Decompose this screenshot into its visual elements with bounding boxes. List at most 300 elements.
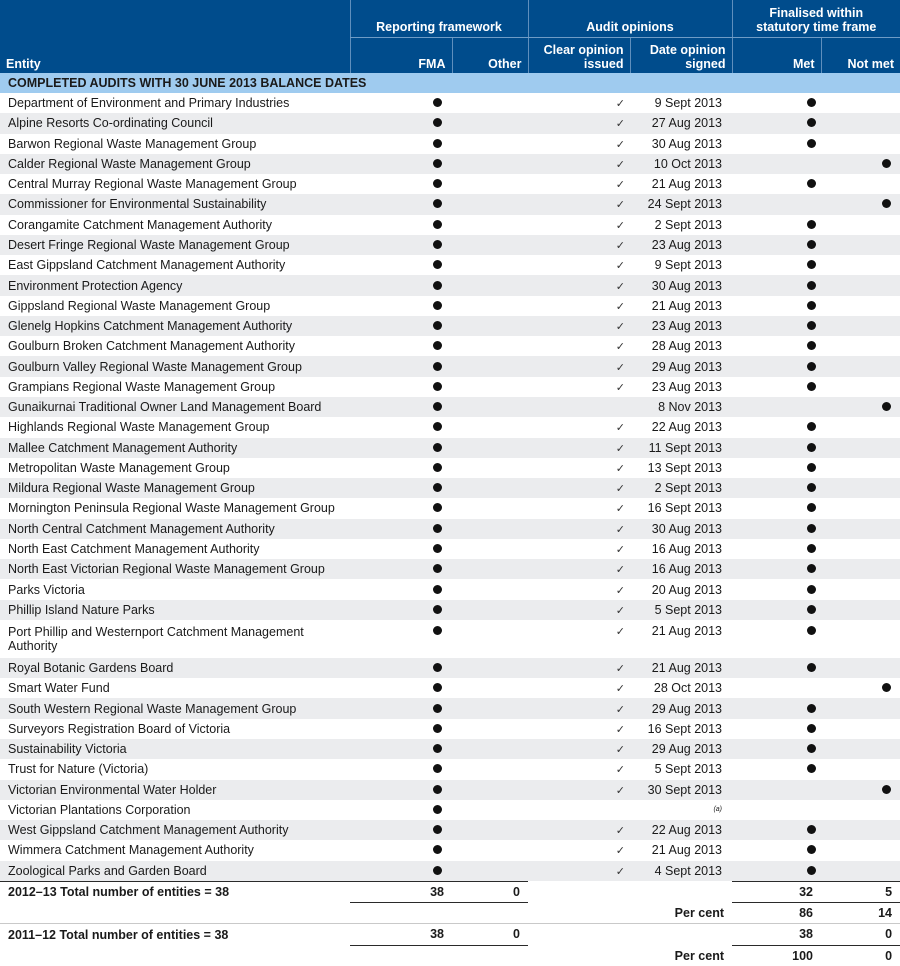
clear-opinion-cell xyxy=(528,113,630,133)
clear-opinion-cell xyxy=(528,438,630,458)
fma-cell xyxy=(350,397,452,417)
other-cell xyxy=(452,377,528,397)
table-row xyxy=(0,397,900,417)
clear-opinion-cell xyxy=(528,478,630,498)
total-2012-blank1 xyxy=(528,924,630,945)
fma-cell xyxy=(350,235,452,255)
other-cell xyxy=(452,235,528,255)
clear-opinion-cell xyxy=(528,458,630,478)
not-met-cell xyxy=(821,478,900,498)
check-icon: ✓ xyxy=(615,523,625,536)
fma-cell xyxy=(350,861,452,882)
fma-cell xyxy=(350,336,452,356)
entity-name: Grampians Regional Waste Management Group xyxy=(8,379,276,394)
entity-name: Port Phillip and Westernport Catchment Management Authority xyxy=(8,624,304,653)
met-cell xyxy=(732,698,821,718)
date-text: 13 Sept 2013 xyxy=(647,460,723,475)
entity-name: Goulburn Broken Catchment Management Authority xyxy=(8,339,295,354)
table-row xyxy=(0,600,900,620)
other-cell xyxy=(452,194,528,214)
date-text: 30 Aug 2013 xyxy=(651,136,723,151)
other-cell xyxy=(452,316,528,336)
date-text: 5 Sept 2013 xyxy=(654,762,723,777)
check-icon: ✓ xyxy=(615,764,625,777)
check-icon: ✓ xyxy=(615,503,625,516)
entity-name: South Western Regional Waste Management Group xyxy=(0,698,350,718)
date-signed xyxy=(630,275,732,295)
other-cell xyxy=(452,458,528,478)
header-blank xyxy=(0,0,350,38)
not-met-cell xyxy=(821,215,900,235)
met-dot-icon xyxy=(807,463,816,472)
met-cell xyxy=(732,840,821,860)
met-dot-icon xyxy=(807,483,816,492)
other-cell xyxy=(452,397,528,417)
met-cell xyxy=(732,658,821,678)
not-met-dot-icon xyxy=(882,402,891,411)
date-signed xyxy=(630,840,732,860)
entity-name: West Gippsland Catchment Management Authority xyxy=(0,820,350,840)
other-cell xyxy=(452,134,528,154)
date-signed xyxy=(630,174,732,194)
met-dot-icon xyxy=(807,240,816,249)
clear-opinion-cell xyxy=(528,579,630,599)
date-text: 11 Sept 2013 xyxy=(648,440,723,455)
col-date-line1: Date opinion xyxy=(649,43,726,57)
check-icon: ✓ xyxy=(615,723,625,736)
table-row xyxy=(0,316,900,336)
table-row xyxy=(0,658,900,678)
met-cell xyxy=(732,620,821,658)
not-met-cell xyxy=(821,498,900,518)
table-row xyxy=(0,861,900,882)
date-text: 16 Sept 2013 xyxy=(647,721,723,736)
fma-dot-icon xyxy=(433,564,442,573)
not-met-cell xyxy=(821,296,900,316)
table-row xyxy=(0,698,900,718)
date-signed xyxy=(630,820,732,840)
met-dot-icon xyxy=(807,845,816,854)
check-icon: ✓ xyxy=(615,118,625,131)
other-cell xyxy=(452,678,528,698)
clear-opinion-cell xyxy=(528,800,630,820)
date-signed xyxy=(630,235,732,255)
met-dot-icon xyxy=(807,626,816,635)
entity-name: Glenelg Hopkins Catchment Management Authority xyxy=(0,316,350,336)
entity-name: Mornington Peninsula Regional Waste Management Group xyxy=(8,501,335,516)
met-cell xyxy=(732,215,821,235)
total-2012-other: 0 xyxy=(513,927,520,942)
met-dot-icon xyxy=(807,281,816,290)
date-text: 23 Aug 2013 xyxy=(651,319,723,334)
clear-opinion-cell xyxy=(528,336,630,356)
table-row xyxy=(0,235,900,255)
pct-2012-met: 100 xyxy=(732,945,821,966)
fma-dot-icon xyxy=(433,301,442,310)
met-cell xyxy=(732,759,821,779)
table-row xyxy=(0,478,900,498)
fma-dot-icon xyxy=(433,220,442,229)
date-signed xyxy=(630,215,732,235)
date-text: 16 Aug 2013 xyxy=(651,562,723,577)
date-text: 28 Aug 2013 xyxy=(651,339,723,354)
met-dot-icon xyxy=(807,443,816,452)
table-row xyxy=(0,154,900,174)
entity-name: Alpine Resorts Co-ordinating Council xyxy=(0,113,350,133)
clear-opinion-cell xyxy=(528,134,630,154)
met-cell xyxy=(732,397,821,417)
met-dot-icon xyxy=(807,724,816,733)
entity-name: Goulburn Valley Regional Waste Management Group xyxy=(0,356,350,376)
date-signed xyxy=(630,93,732,113)
entity-name: Corangamite Catchment Management Authority xyxy=(8,217,273,232)
other-cell xyxy=(452,600,528,620)
table-row xyxy=(0,194,900,214)
not-met-cell xyxy=(821,356,900,376)
check-icon: ✓ xyxy=(615,543,625,556)
clear-opinion-cell xyxy=(528,519,630,539)
met-cell xyxy=(732,579,821,599)
other-cell xyxy=(452,215,528,235)
table-row xyxy=(0,377,900,397)
fma-cell xyxy=(350,559,452,579)
clear-opinion-cell xyxy=(528,759,630,779)
other-cell xyxy=(452,820,528,840)
check-icon: ✓ xyxy=(615,381,625,394)
not-met-cell xyxy=(821,93,900,113)
table-row xyxy=(0,579,900,599)
fma-dot-icon xyxy=(433,139,442,148)
total-2012-met: 38 xyxy=(799,927,814,942)
date-text: 5 Sept 2013 xyxy=(654,602,723,617)
met-dot-icon xyxy=(807,825,816,834)
not-met-cell xyxy=(821,739,900,759)
other-cell xyxy=(452,519,528,539)
met-dot-icon xyxy=(807,139,816,148)
met-dot-icon xyxy=(807,301,816,310)
other-cell xyxy=(452,719,528,739)
fma-cell xyxy=(350,417,452,437)
check-icon: ✓ xyxy=(615,663,625,676)
fma-cell xyxy=(350,356,452,376)
fma-cell xyxy=(350,678,452,698)
fma-dot-icon xyxy=(433,845,442,854)
entity-name: Wimmera Catchment Management Authority xyxy=(8,843,254,858)
date-text: 29 Aug 2013 xyxy=(651,742,723,757)
date-text: 29 Aug 2013 xyxy=(651,701,723,716)
met-dot-icon xyxy=(807,704,816,713)
met-cell xyxy=(732,235,821,255)
fma-cell xyxy=(350,840,452,860)
not-met-cell xyxy=(821,539,900,559)
fma-dot-icon xyxy=(433,704,442,713)
clear-opinion-cell xyxy=(528,739,630,759)
total-2012-blank2 xyxy=(630,924,732,945)
entity-name: Zoological Parks and Garden Board xyxy=(0,861,350,882)
other-cell xyxy=(452,417,528,437)
not-met-cell xyxy=(821,559,900,579)
date-text: 21 Aug 2013 xyxy=(651,623,723,638)
check-icon: ✓ xyxy=(615,138,625,151)
fma-cell xyxy=(350,498,452,518)
check-icon: ✓ xyxy=(615,98,625,111)
date-signed xyxy=(630,113,732,133)
date-text: 2 Sept 2013 xyxy=(654,481,723,496)
table-row xyxy=(0,296,900,316)
table-row xyxy=(0,417,900,437)
clear-opinion-cell xyxy=(528,296,630,316)
met-dot-icon xyxy=(807,564,816,573)
total-2013-fma: 38 xyxy=(350,881,452,902)
date-signed xyxy=(630,519,732,539)
check-icon: ✓ xyxy=(615,219,625,232)
met-dot-icon xyxy=(807,362,816,371)
fma-dot-icon xyxy=(433,544,442,553)
fma-dot-icon xyxy=(433,240,442,249)
fma-cell xyxy=(350,275,452,295)
clear-opinion-cell xyxy=(528,316,630,336)
fma-dot-icon xyxy=(433,785,442,794)
date-text: 16 Sept 2013 xyxy=(647,501,723,516)
date-signed xyxy=(630,800,732,820)
not-met-dot-icon xyxy=(882,785,891,794)
date-signed xyxy=(630,316,732,336)
met-dot-icon xyxy=(807,744,816,753)
clear-opinion-cell xyxy=(528,539,630,559)
check-icon: ✓ xyxy=(615,865,625,878)
clear-opinion-cell xyxy=(528,397,630,417)
date-text: 30 Aug 2013 xyxy=(651,521,723,536)
not-met-cell xyxy=(821,620,900,658)
met-cell xyxy=(732,174,821,194)
entity-name: Victorian Environmental Water Holder xyxy=(0,780,350,800)
fma-dot-icon xyxy=(433,626,442,635)
pct-2012-blank xyxy=(0,945,350,966)
date-signed xyxy=(630,377,732,397)
not-met-cell xyxy=(821,316,900,336)
entity-name: Surveyors Registration Board of Victoria xyxy=(8,721,231,736)
table-row xyxy=(0,820,900,840)
fma-cell xyxy=(350,620,452,658)
date-signed xyxy=(630,336,732,356)
other-cell xyxy=(452,739,528,759)
check-icon: ✓ xyxy=(615,584,625,597)
date-signed xyxy=(630,759,732,779)
total-2012-fma: 38 xyxy=(430,927,444,942)
date-text: 4 Sept 2013 xyxy=(654,863,723,878)
check-icon: ✓ xyxy=(615,199,625,212)
met-dot-icon xyxy=(807,503,816,512)
other-cell xyxy=(452,861,528,882)
fma-cell xyxy=(350,438,452,458)
other-cell xyxy=(452,478,528,498)
table-row xyxy=(0,800,900,820)
fma-cell xyxy=(350,255,452,275)
not-met-cell xyxy=(821,113,900,133)
met-cell xyxy=(732,356,821,376)
table-row xyxy=(0,458,900,478)
not-met-cell xyxy=(821,458,900,478)
met-cell xyxy=(732,739,821,759)
entity-name: Sustainability Victoria xyxy=(0,739,350,759)
not-met-cell xyxy=(821,154,900,174)
section-title: COMPLETED AUDITS WITH 30 JUNE 2013 BALANCE DATES xyxy=(0,73,900,93)
table-row xyxy=(0,539,900,559)
check-icon: ✓ xyxy=(615,703,625,716)
met-dot-icon xyxy=(807,663,816,672)
entity-name: North Central Catchment Management Authority xyxy=(0,519,350,539)
check-icon: ✓ xyxy=(615,179,625,192)
date-text: 29 Aug 2013 xyxy=(651,359,723,374)
pct-2013-met: 86 xyxy=(732,903,821,924)
check-icon: ✓ xyxy=(615,239,625,252)
met-cell xyxy=(732,316,821,336)
other-cell xyxy=(452,356,528,376)
date-text: 21 Aug 2013 xyxy=(651,298,723,313)
entity-name: North East Victorian Regional Waste Management Group xyxy=(0,559,350,579)
other-cell xyxy=(452,559,528,579)
entity-name: Victorian Plantations Corporation xyxy=(8,802,191,817)
not-met-dot-icon xyxy=(882,683,891,692)
other-cell xyxy=(452,698,528,718)
met-cell xyxy=(732,377,821,397)
not-met-cell xyxy=(821,417,900,437)
fma-cell xyxy=(350,539,452,559)
other-cell xyxy=(452,780,528,800)
not-met-cell xyxy=(821,438,900,458)
col-met: Met xyxy=(732,38,821,74)
fma-cell xyxy=(350,134,452,154)
not-met-dot-icon xyxy=(882,159,891,168)
not-met-cell xyxy=(821,800,900,820)
other-cell xyxy=(452,438,528,458)
other-cell xyxy=(452,759,528,779)
date-text: 9 Sept 2013 xyxy=(654,258,723,273)
date-text: 9 Sept 2013 xyxy=(654,96,723,111)
pct-2013-blank xyxy=(0,903,350,924)
met-dot-icon xyxy=(807,605,816,614)
date-text: 16 Aug 2013 xyxy=(651,541,723,556)
table-row xyxy=(0,840,900,860)
met-cell xyxy=(732,255,821,275)
date-signed xyxy=(630,579,732,599)
other-cell xyxy=(452,336,528,356)
not-met-cell xyxy=(821,658,900,678)
fma-cell xyxy=(350,719,452,739)
check-icon: ✓ xyxy=(615,845,625,858)
fma-dot-icon xyxy=(433,744,442,753)
pct-2012-fma-blank xyxy=(350,945,452,966)
entity-name: Commissioner for Environmental Sustainability xyxy=(0,194,350,214)
met-dot-icon xyxy=(807,98,816,107)
col-clear-line2: issued xyxy=(583,57,624,71)
other-cell xyxy=(452,579,528,599)
entity-name: Mildura Regional Waste Management Group xyxy=(0,478,350,498)
met-cell xyxy=(732,438,821,458)
fma-dot-icon xyxy=(433,199,442,208)
fma-cell xyxy=(350,194,452,214)
date-signed xyxy=(630,861,732,882)
not-met-cell xyxy=(821,397,900,417)
date-text: 21 Aug 2013 xyxy=(651,843,723,858)
met-dot-icon xyxy=(807,260,816,269)
met-cell xyxy=(732,336,821,356)
clear-opinion-cell xyxy=(528,780,630,800)
date-signed xyxy=(630,678,732,698)
not-met-cell xyxy=(821,861,900,882)
met-dot-icon xyxy=(807,118,816,127)
met-dot-icon xyxy=(807,764,816,773)
date-text: 24 Sept 2013 xyxy=(647,197,723,212)
not-met-cell xyxy=(821,235,900,255)
entity-name: Central Murray Regional Waste Management Group xyxy=(8,177,297,192)
fma-cell xyxy=(350,93,452,113)
other-cell xyxy=(452,93,528,113)
total-2013-blank1 xyxy=(528,881,630,902)
fma-dot-icon xyxy=(433,443,442,452)
table-row xyxy=(0,780,900,800)
fma-dot-icon xyxy=(433,585,442,594)
date-signed xyxy=(630,739,732,759)
date-signed xyxy=(630,498,732,518)
entity-name: Smart Water Fund xyxy=(8,681,110,696)
pct-2012-blank2 xyxy=(528,945,630,966)
clear-opinion-cell xyxy=(528,417,630,437)
met-cell xyxy=(732,458,821,478)
fma-dot-icon xyxy=(433,159,442,168)
met-cell xyxy=(732,417,821,437)
entity-name: Trust for Nature (Victoria) xyxy=(8,762,149,777)
date-signed xyxy=(630,719,732,739)
check-icon: ✓ xyxy=(615,422,625,435)
fma-dot-icon xyxy=(433,118,442,127)
total-2013-label: 2012–13 Total number of entities = 38 xyxy=(0,881,350,902)
fma-dot-icon xyxy=(433,98,442,107)
date-signed xyxy=(630,397,732,417)
clear-opinion-cell xyxy=(528,719,630,739)
fma-cell xyxy=(350,154,452,174)
table-row xyxy=(0,113,900,133)
other-cell xyxy=(452,275,528,295)
entity-name: Calder Regional Waste Management Group xyxy=(0,154,350,174)
met-cell xyxy=(732,559,821,579)
pct-2012-other-blank xyxy=(452,945,528,966)
clear-opinion-cell xyxy=(528,840,630,860)
clear-opinion-cell xyxy=(528,93,630,113)
not-met-cell xyxy=(821,134,900,154)
date-signed xyxy=(630,417,732,437)
date-text: 2 Sept 2013 xyxy=(654,217,723,232)
fma-cell xyxy=(350,377,452,397)
table-row xyxy=(0,93,900,113)
entity-name: Environment Protection Agency xyxy=(0,275,350,295)
met-cell xyxy=(732,678,821,698)
table-row xyxy=(0,356,900,376)
col-clear-opinion xyxy=(528,38,630,74)
met-dot-icon xyxy=(807,321,816,330)
met-cell xyxy=(732,113,821,133)
total-2013-other: 0 xyxy=(452,881,528,902)
date-text: 23 Aug 2013 xyxy=(651,237,723,252)
fma-dot-icon xyxy=(433,764,442,773)
pct-2013-other-blank xyxy=(452,903,528,924)
table-row xyxy=(0,438,900,458)
date-signed xyxy=(630,134,732,154)
entity-name: East Gippsland Catchment Management Authority xyxy=(8,258,286,273)
not-met-cell xyxy=(821,377,900,397)
met-cell xyxy=(732,498,821,518)
met-cell xyxy=(732,820,821,840)
